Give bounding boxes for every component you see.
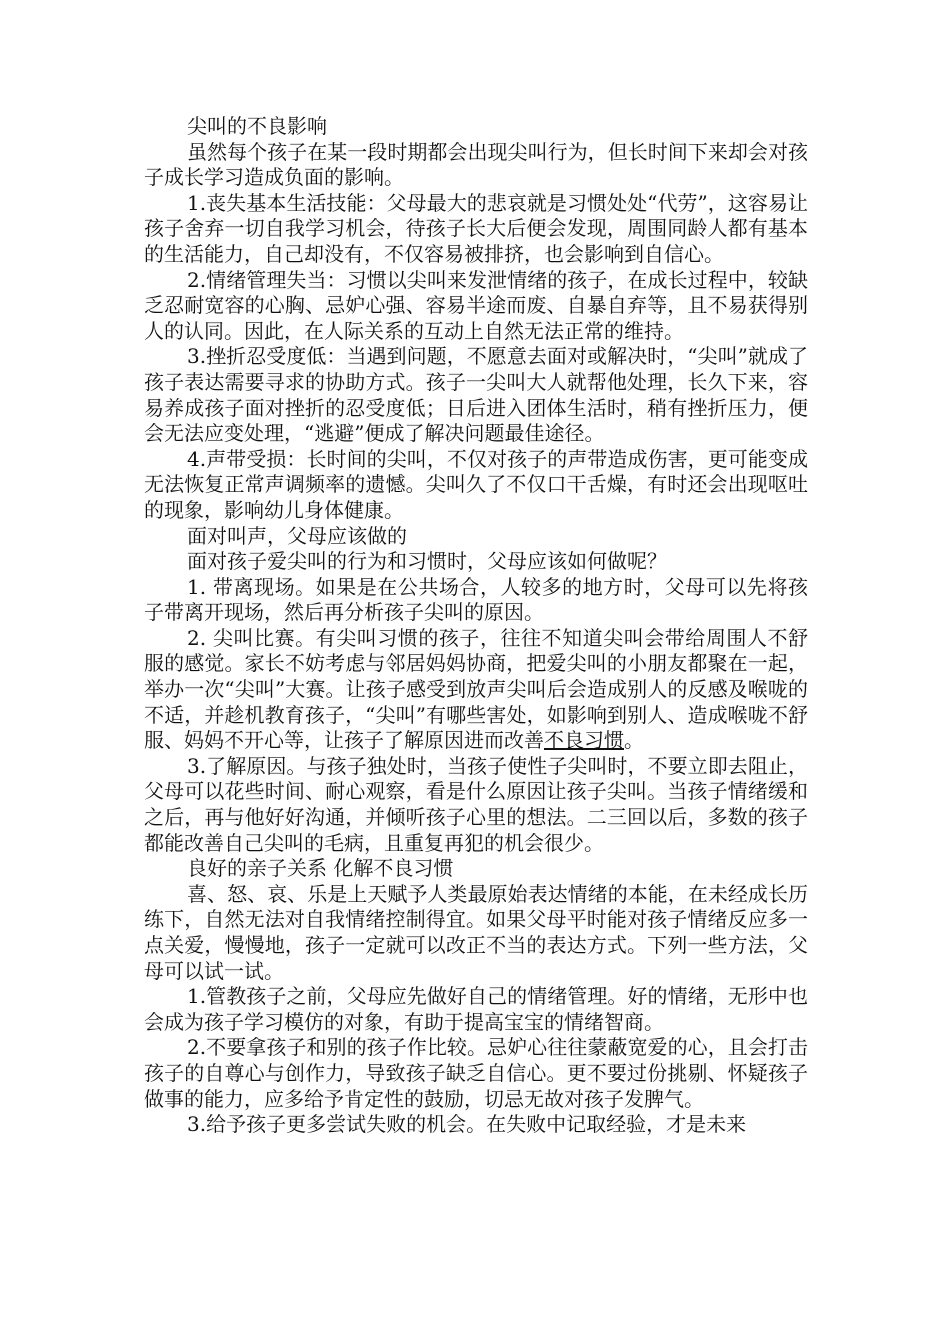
document-body — [144, 114, 808, 1138]
paragraph: 虽然每个孩子在某一段时期都会出现尖叫行为，但长时间下来却会对孩子成长学习造成负面的影响。 — [144, 139, 808, 190]
text-run: 2. 尖叫比赛。有尖叫习惯的孩子，往往不知道尖叫会带给周围人不舒服的感觉。家长不妨考虑与邻居妈妈协商，把爱尖叫的小朋友都聚在一起，举办一次“尖叫”大赛。让孩子感受到放声尖叫后会造成别人的反感及喉咙的不适，并趁机教育孩子，“尖叫”有哪些害处，如影响到别人、造成喉咙不舒服、妈妈不开心等，让孩子了解原因进而改善 — [144, 625, 808, 753]
list-item: 2.情绪管理失当：习惯以尖叫来发泄情绪的孩子，在成长过程中，较缺乏忍耐宽容的心胸、忌妒心强、容易半途而废、自暴自弃等，且不易获得别人的认同。因此，在人际关系的互动上自然无法正常的维持。 — [144, 267, 808, 343]
list-item: 4.声带受损：长时间的尖叫，不仅对孩子的声带造成伤害，更可能变成无法恢复正常声调频率的遗憾。尖叫久了不仅口干舌燥，有时还会出现呕吐的现象，影响幼儿身体健康。 — [144, 446, 808, 522]
list-item: 3.挫折忍受度低：当遇到问题，不愿意去面对或解决时，“尖叫”就成了孩子表达需要寻求的协助方式。孩子一尖叫大人就帮他处理，长久下来，容易养成孩子面对挫折的忍受度低；日后进入团体生活时，稍有挫折压力，便会无法应变处理，“逃避”便成了解决问题最佳途径。 — [144, 344, 808, 446]
paragraph: 面对孩子爱尖叫的行为和习惯时，父母应该如何做呢？ — [187, 549, 667, 574]
paragraph: 喜、怒、哀、乐是上天赋予人类最原始表达情绪的本能，在未经成长历练下，自然无法对自我情绪控制得宜。如果父母平时能对孩子情绪反应多一点关爱，慢慢地，孩子一定就可以改正不当的表达方式。下列一些方法，父母可以试一试。 — [144, 881, 808, 983]
list-item — [144, 626, 808, 754]
section-heading: 良好的亲子关系 化解不良习惯 — [187, 856, 454, 881]
list-item: 1. 带离现场。如果是在公共场合，人较多的地方时，父母可以先将孩子带离开现场，然后再分析孩子尖叫的原因。 — [144, 574, 808, 625]
list-item: 3.给予孩子更多尝试失败的机会。在失败中记取经验，才是未来 — [187, 1112, 747, 1137]
list-item: 2.不要拿孩子和别的孩子作比较。忌妒心往往蒙蔽宽爱的心，且会打击孩子的自尊心与创作力，导致孩子缺乏自信心。更不要过份挑剔、怀疑孩子做事的能力，应多给予肯定性的鼓励，切忌无故对孩子发脾气。 — [144, 1035, 808, 1111]
text-run: 。 — [624, 728, 644, 753]
section-heading: 面对叫声，父母应该做的 — [187, 523, 407, 548]
list-item: 1.管教孩子之前，父母应先做好自己的情绪管理。好的情绪，无形中也会成为孩子学习模仿的对象，有助于提高宝宝的情绪智商。 — [144, 984, 808, 1034]
underlined-text: 不良习惯 — [544, 728, 624, 753]
section-heading: 尖叫的不良影响 — [187, 114, 327, 138]
list-item: 1.丧失基本生活技能：父母最大的悲哀就是习惯处处“代劳”，这容易让孩子舍弃一切自我学习机会，待孩子长大后便会发现，周围同龄人都有基本的生活能力，自己却没有，不仅容易被排挤，也会影响到自信心。 — [144, 190, 808, 266]
list-item: 3.了解原因。与孩子独处时，当孩子使性子尖叫时，不要立即去阻止，父母可以花些时间、耐心观察，看是什么原因让孩子尖叫。当孩子情绪缓和之后，再与他好好沟通，并倾听孩子心里的想法。二三回以后，多数的孩子都能改善自己尖叫的毛病，且重复再犯的机会很少。 — [144, 753, 808, 855]
